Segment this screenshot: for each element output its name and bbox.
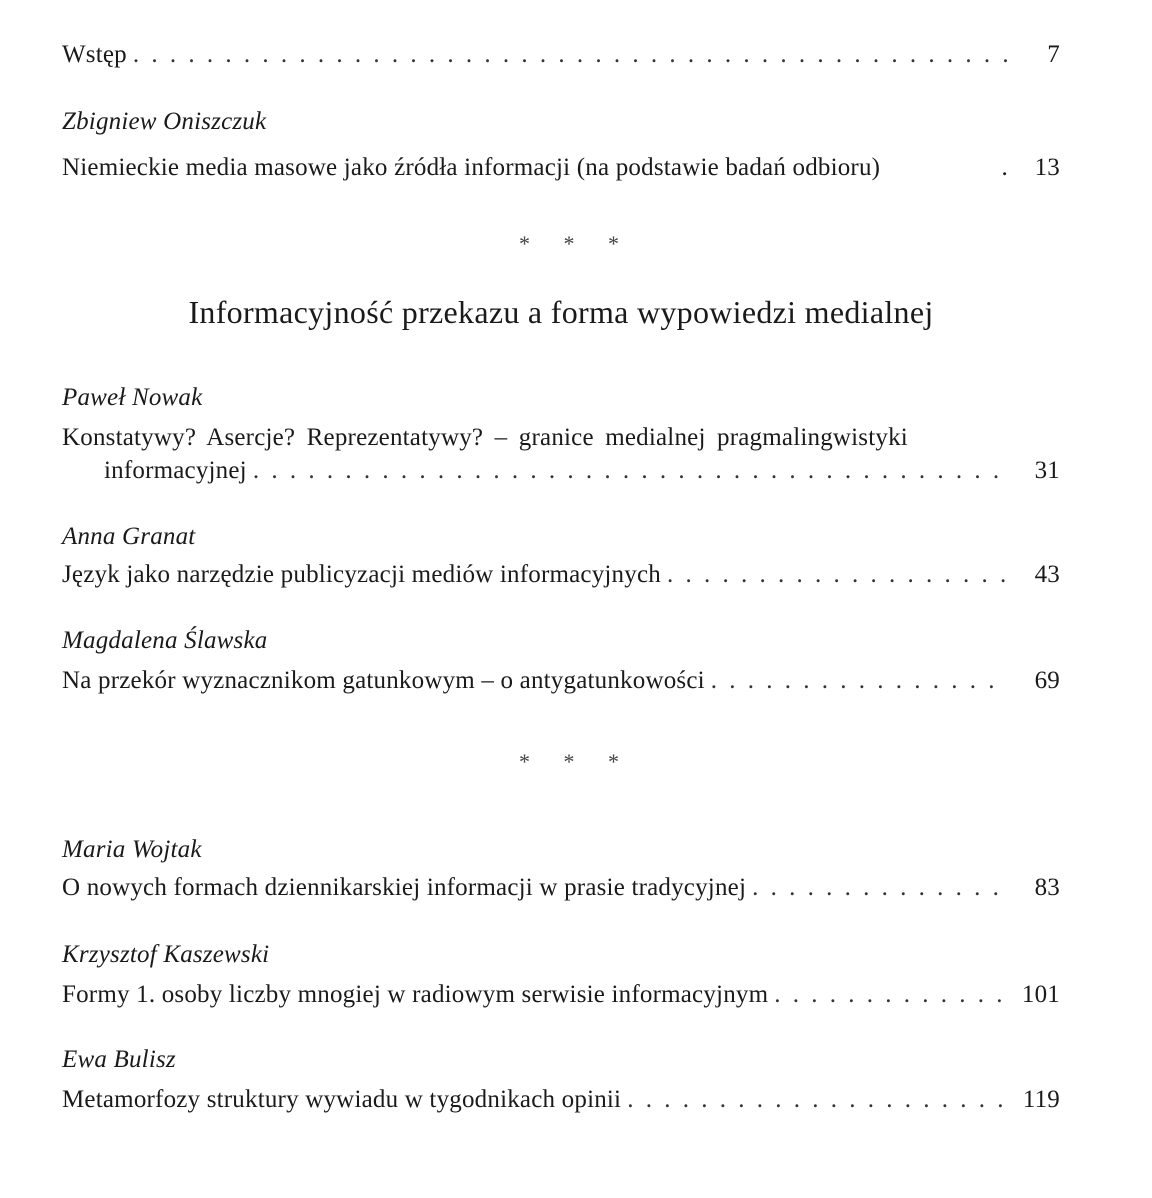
page-number: 101 (1021, 981, 1060, 1008)
toc-line (62, 873, 1060, 903)
toc-title: Niemieckie media masowe jako źródła informacji (na podstawie badań odbioru) (62, 154, 881, 181)
toc-line-continued (62, 456, 1060, 486)
toc-entry-nowak (62, 383, 1060, 486)
section-heading: Informacyjność przekazu a forma wypowiedzi medialnej (188, 294, 934, 330)
dot-leader (133, 40, 1008, 70)
toc-title: O nowych formach dziennikarskiej informacji w prasie tradycyjnej (62, 874, 747, 901)
page-number: 119 (1022, 1086, 1060, 1113)
dot-leader (253, 456, 1008, 486)
toc-entry-bulisz (62, 1045, 1060, 1115)
section-separator: * * * (519, 231, 633, 256)
page-number: 31 (1034, 457, 1060, 484)
toc-entry-oniszczuk (62, 107, 1060, 183)
dot-leader (667, 560, 1008, 590)
section-separator: * * * (519, 749, 633, 774)
dot-leader (627, 1085, 1008, 1115)
toc-line (62, 40, 1060, 70)
author-name: Anna Granat (62, 523, 196, 550)
toc-title: Konstatywy? Asercje? Reprezentatywy? – granice medialnej pragmalingwistyki (62, 424, 908, 451)
toc-title: Na przekór wyznacznikom gatunkowym – o antygatunkowości (62, 667, 705, 694)
toc-line (62, 560, 1060, 590)
toc-entry-slawska (62, 626, 1060, 696)
page-number: 7 (1047, 41, 1060, 68)
toc-line (62, 423, 1060, 453)
author-name: Zbigniew Oniszczuk (62, 108, 267, 135)
author-name: Ewa Bulisz (62, 1046, 176, 1073)
dot-leader (752, 873, 1008, 903)
toc-entry-granat (62, 522, 1060, 590)
toc-entry-kaszewski (62, 940, 1060, 1010)
toc-entry-intro (62, 40, 1060, 70)
toc-line (62, 153, 1060, 183)
page-number: 69 (1034, 667, 1060, 694)
toc-line (62, 666, 1060, 696)
page-number: 83 (1034, 874, 1060, 901)
page-number: 43 (1034, 561, 1060, 588)
dot-leader (774, 980, 1008, 1010)
toc-line (62, 980, 1060, 1010)
page-number: 13 (1034, 154, 1060, 181)
toc-title: Formy 1. osoby liczby mnogiej w radiowym serwisie informacyjnym (62, 981, 769, 1008)
toc-line (62, 1085, 1060, 1115)
author-name: Paweł Nowak (62, 384, 203, 411)
author-name: Krzysztof Kaszewski (62, 941, 270, 968)
toc-title: Wstęp (62, 41, 127, 68)
author-name: Maria Wojtak (62, 836, 202, 863)
toc-entry-wojtak (62, 835, 1060, 903)
dot-leader (711, 666, 1008, 696)
toc-title: Metamorfozy struktury wywiadu w tygodnikach opinii (62, 1086, 622, 1113)
author-name: Magdalena Ślawska (62, 627, 268, 654)
dot-leader: . (1001, 154, 1008, 181)
toc-title-continued: informacyjnej (104, 457, 247, 484)
toc-title: Język jako narzędzie publicyzacji mediów informacyjnych (62, 561, 661, 588)
